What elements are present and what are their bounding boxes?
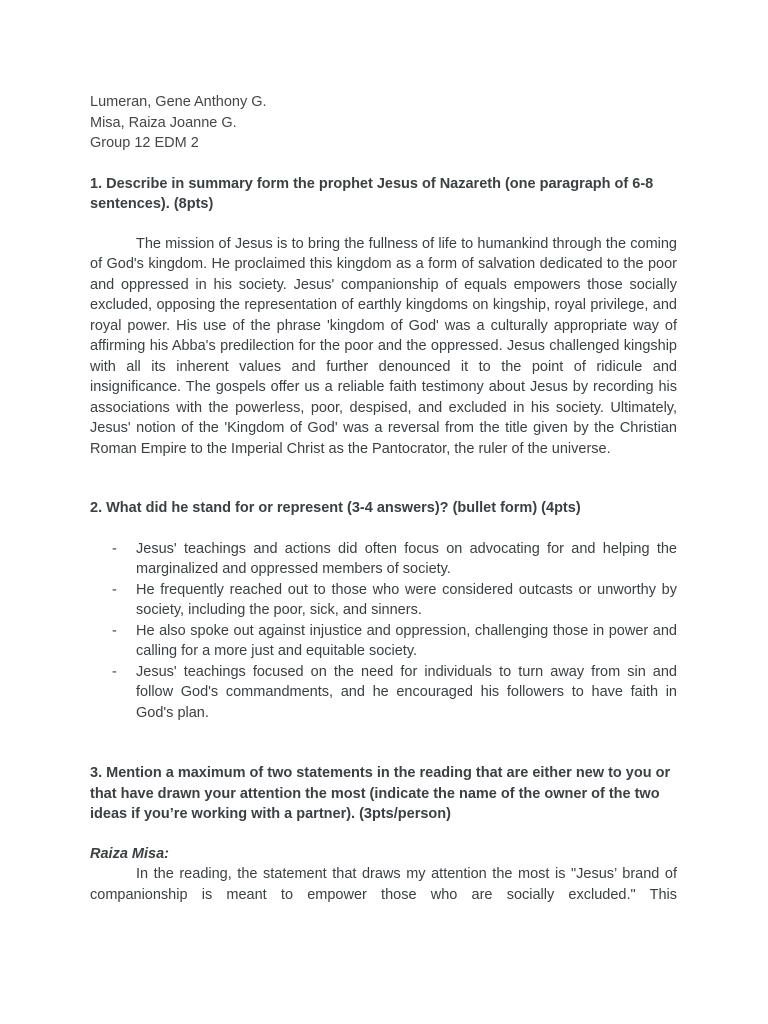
- bullet-marker: -: [112, 581, 117, 598]
- bullet-marker: -: [112, 540, 117, 557]
- group-label: Group 12 EDM 2: [90, 135, 199, 151]
- bullet-marker: -: [112, 663, 117, 680]
- list-item: [90, 580, 677, 621]
- question-2-heading: 2. What did he stand for or represent (3-4 answers)? (bullet form) (4pts): [90, 500, 581, 516]
- author-block: [90, 92, 677, 154]
- list-item-text: He frequently reached out to those who were considered outcasts or unworthy by society, including the poor, sick, and sinners.: [136, 581, 677, 618]
- question-2-bullet-list: [90, 539, 677, 724]
- list-item-text: He also spoke out against injustice and oppression, challenging those in power and calling for a more just and equitable society.: [136, 622, 677, 659]
- author-name: Misa, Raiza Joanne G.: [90, 114, 237, 131]
- list-item-text: Jesus' teachings and actions did often focus on advocating for and helping the marginalized and oppressed members of society.: [136, 540, 677, 577]
- question-1-heading: 1. Describe in summary form the prophet Jesus of Nazareth (one paragraph of 6-8 sentences). (8pts): [90, 175, 654, 212]
- question-1-answer: The mission of Jesus is to bring the fullness of life to humankind through the coming of God's kingdom. He proclaimed this kingdom as a form of salvation dedicated to the poor and oppressed in his society. Jesus' companionship of equals empowers those socially excluded, opposing the representation of earthly kingdoms on kingship, royal privilege, and royal power. His use of the phrase 'kingdom of God' was a culturally appropriate way of affirming his Abba's predilection for the poor and the oppressed. Jesus challenged kingship with all its inherent values and further denounced it to the point of ridicule and insignificance. The gospels offer us a reliable faith testimony about Jesus by recording his associations with the powerless, poor, despised, and excluded in his society. Ultimately, Jesus' notion of the 'Kingdom of God' was a reversal from the title given by the Christian Roman Empire to the Imperial Christ as the Pantocrator, the ruler of the universe.: [90, 235, 677, 457]
- question-3-heading: 3. Mention a maximum of two statements in the reading that are either new to you or that have drawn your attention the most (indicate the name of the owner of the two ideas if you’re working with a partner). (3pts/person): [90, 765, 671, 822]
- bullet-marker: -: [112, 622, 117, 639]
- respondent-name: Raiza Misa:: [90, 845, 169, 862]
- author-name: Lumeran, Gene Anthony G.: [90, 94, 267, 110]
- list-item: [90, 621, 677, 662]
- list-item: [90, 539, 677, 580]
- question-3-answer: In the reading, the statement that draws my attention the most is "Jesus’ brand of companionship is meant to empower those who are socially excluded." This: [90, 866, 677, 903]
- list-item: [90, 662, 677, 724]
- document-page: [90, 92, 677, 905]
- list-item-text: Jesus' teachings focused on the need for individuals to turn away from sin and follow God's commandments, and he encouraged his followers to have faith in God's plan.: [136, 663, 677, 721]
